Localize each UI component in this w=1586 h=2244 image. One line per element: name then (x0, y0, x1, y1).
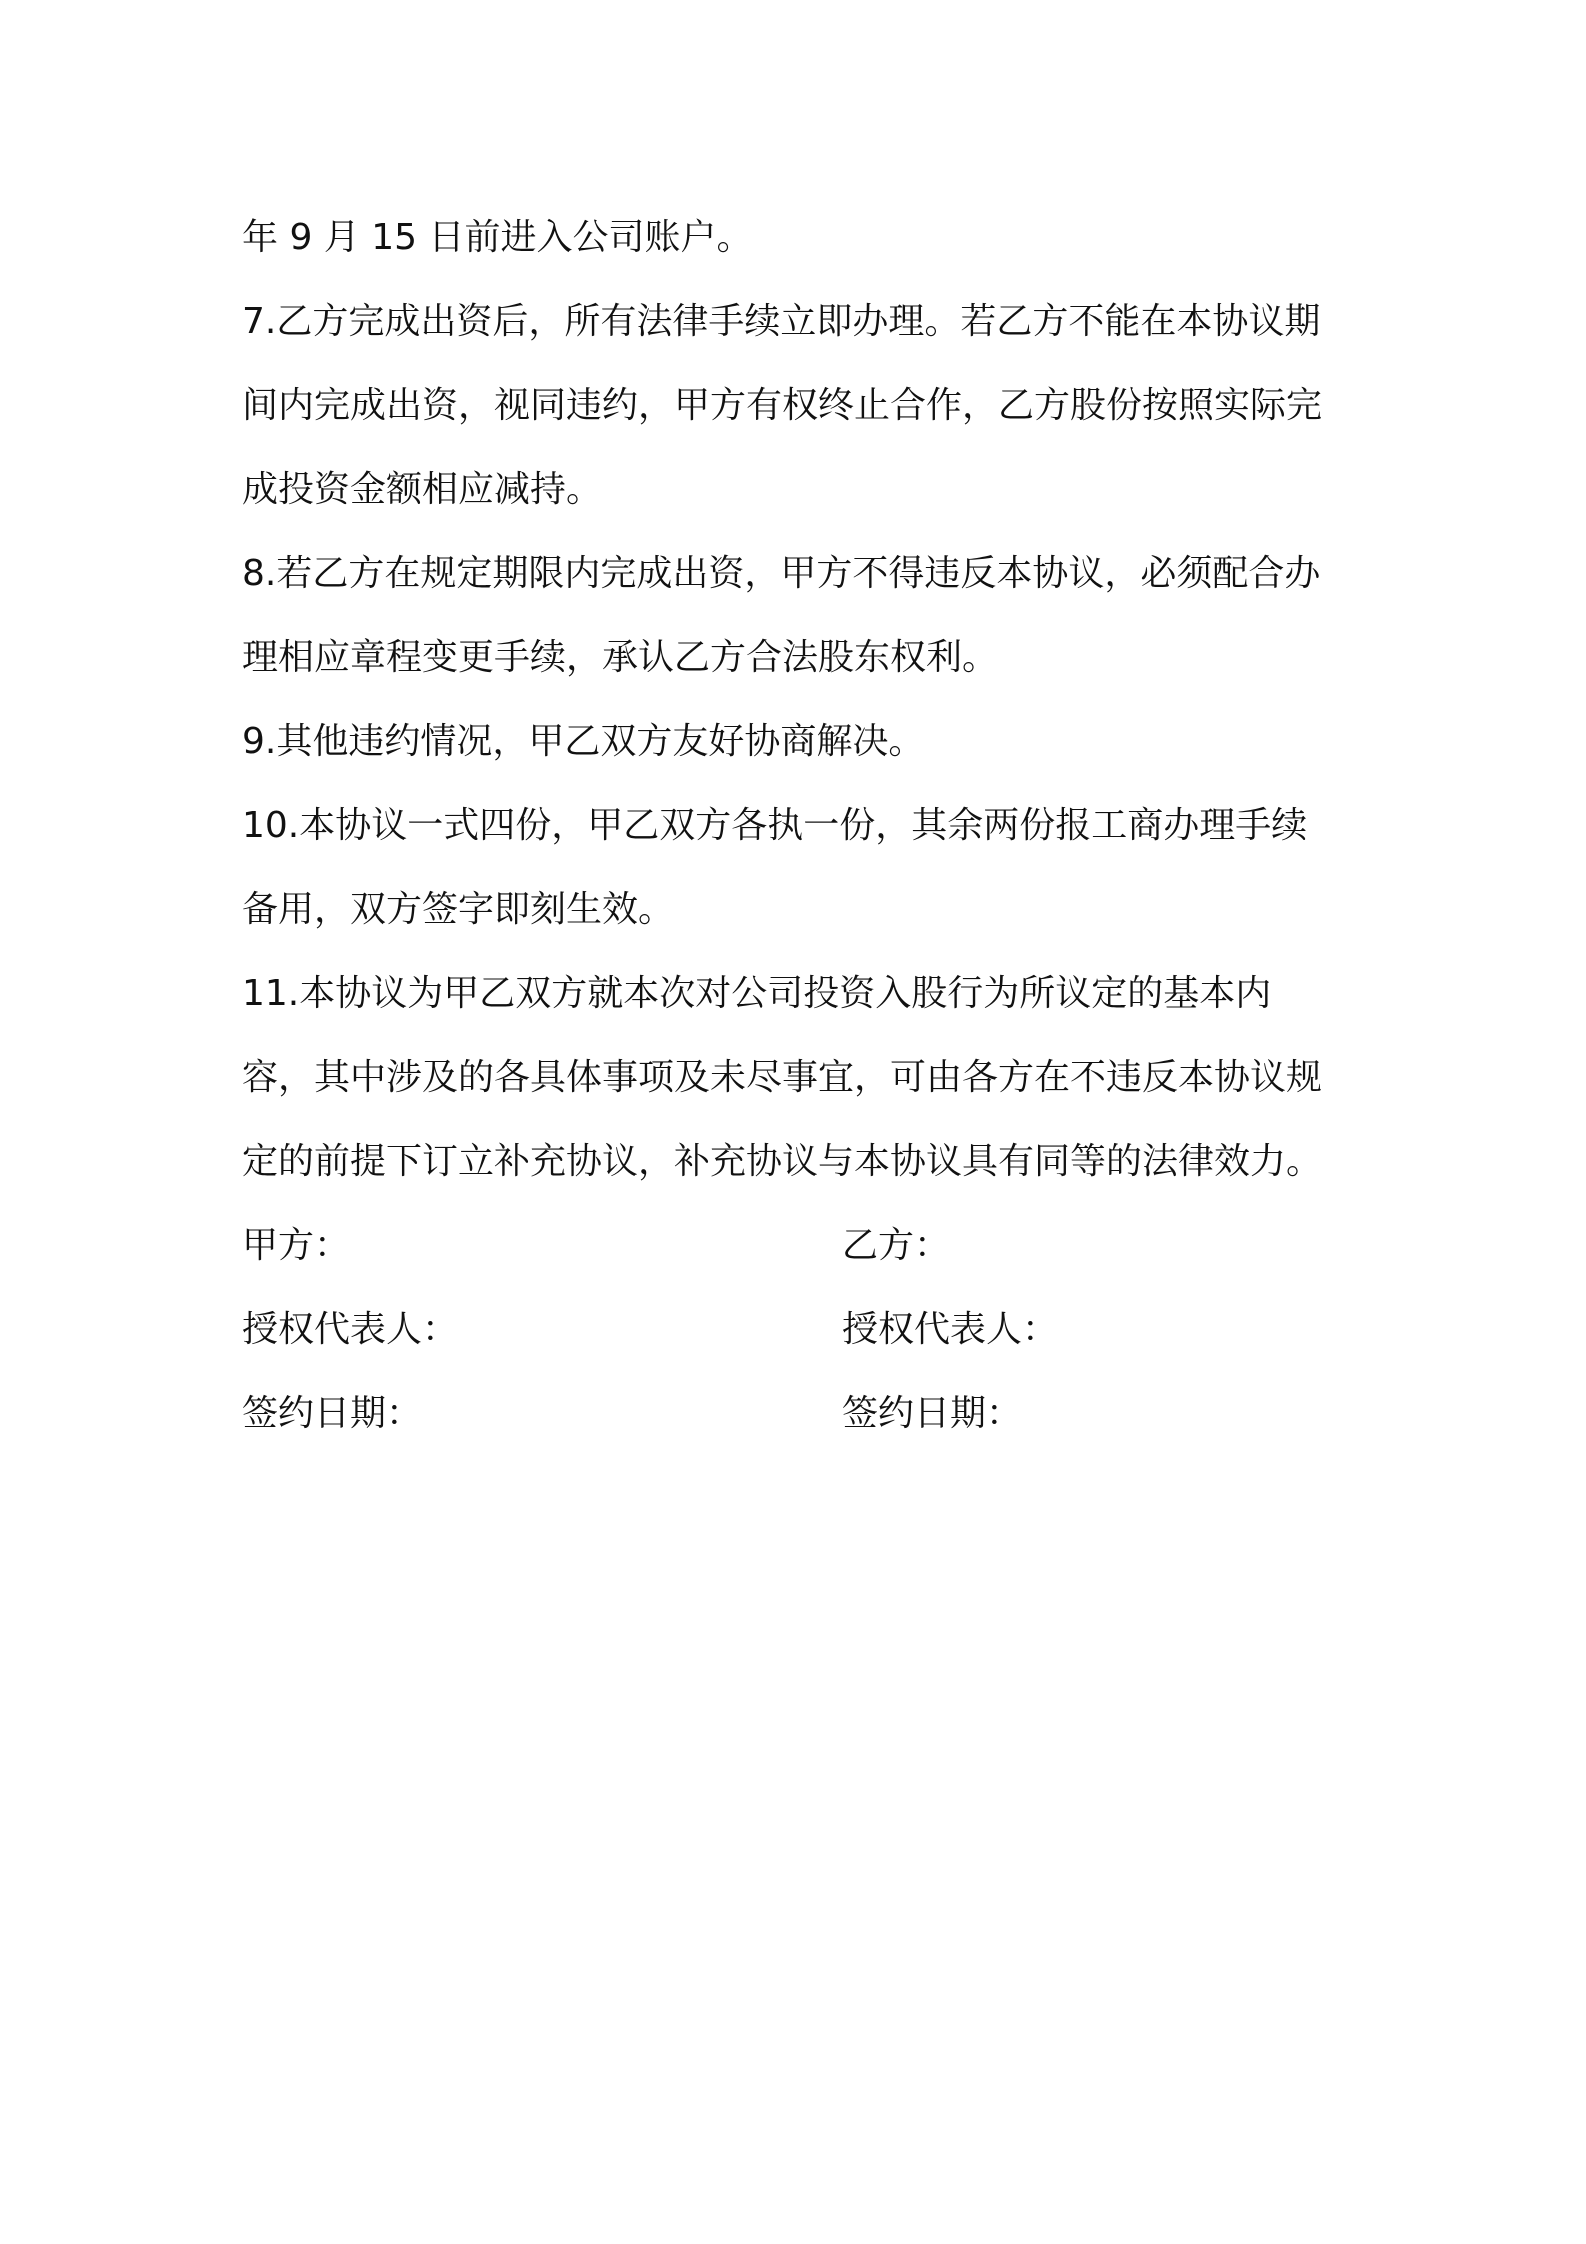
signature-row-date (242, 1372, 1362, 1456)
paragraph-line: 11.本协议为甲乙双方就本次对公司投资入股行为所议定的基本内 (242, 973, 1272, 1014)
party-a-date-label: 签约日期： (242, 1393, 423, 1434)
signature-row-representative (242, 1288, 1362, 1372)
party-b-representative-label: 授权代表人： (842, 1309, 1059, 1350)
paragraph-line: 容，其中涉及的各具体事项及未尽事宜，可由各方在不违反本协议规 (242, 1057, 1323, 1098)
paragraph-line: 7.乙方完成出资后，所有法律手续立即办理。若乙方不能在本协议期 (242, 301, 1321, 342)
paragraph-line: 理相应章程变更手续，承认乙方合法股东权利。 (242, 637, 999, 678)
party-b-date-label: 签约日期： (842, 1393, 1023, 1434)
document-body (242, 196, 1362, 1456)
paragraph-line: 8.若乙方在规定期限内完成出资，甲方不得违反本协议，必须配合办 (242, 553, 1321, 594)
paragraph-line: 年 9 月 15 日前进入公司账户。 (242, 217, 753, 258)
party-a-label: 甲方： (242, 1225, 351, 1266)
paragraph-line: 备用，双方签字即刻生效。 (242, 889, 675, 930)
paragraph-line: 9.其他违约情况，甲乙双方友好协商解决。 (242, 721, 925, 762)
party-a-representative-label: 授权代表人： (242, 1309, 459, 1350)
paragraph-line: 成投资金额相应减持。 (242, 469, 603, 510)
party-b-label: 乙方： (842, 1225, 951, 1266)
paragraph-line: 间内完成出资，视同违约，甲方有权终止合作，乙方股份按照实际完 (242, 385, 1323, 426)
paragraph-line: 定的前提下订立补充协议，补充协议与本协议具有同等的法律效力。 (242, 1141, 1323, 1182)
signature-row-party (242, 1204, 1362, 1288)
paragraph-line: 10.本协议一式四份，甲乙双方各执一份，其余两份报工商办理手续 (242, 805, 1308, 846)
